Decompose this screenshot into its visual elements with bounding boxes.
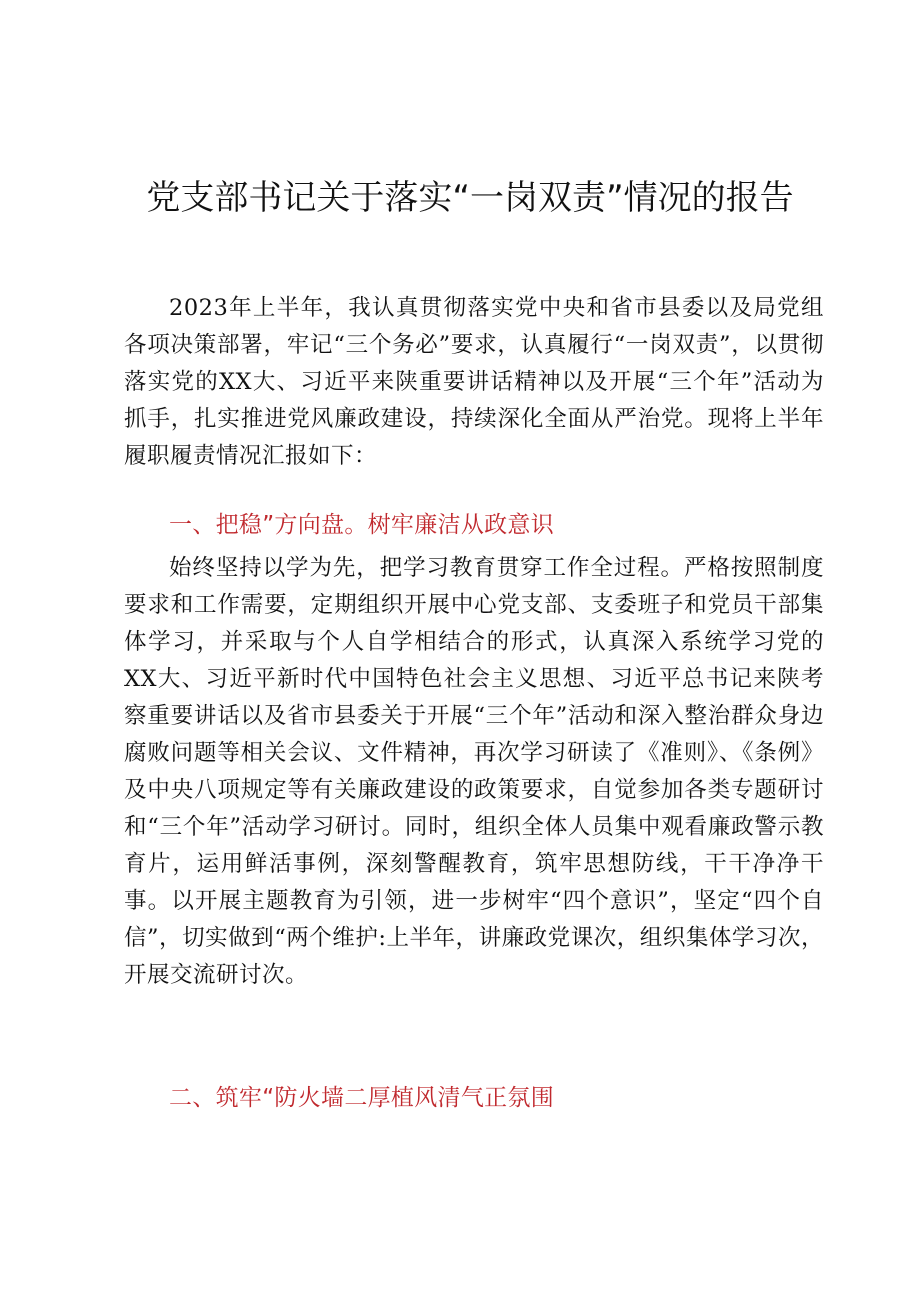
section-2-heading: 二、筑牢“防火墙二厚植风清气正氛围: [169, 1085, 555, 1111]
document-title: 党支部书记关于落实“一岗双责”情况的报告: [146, 178, 794, 218]
section-1-heading: 一、把稳”方向盘。树牢廉洁从政意识: [169, 512, 555, 538]
section-1-paragraph: 始终坚持以学为先，把学习教育贯穿工作全过程。严格按照制度要求和工作需要，定期组织开展中心党支部、支委班子和党员干部集体学习，并采取与个人自学相结合的形式，认真深入系统学习党的XX大、习近平新时代中国特色社会主义思想、习近平总书记来陕考察重要讲话以及省市县委关于开展“三个年”活动和深入整治群众身边腐败问题等相关会议、文件精神，再次学习研读了《准则》、《条例》及中央八项规定等有关廉政建设的政策要求，自觉参加各类专题研讨和“三个年”活动学习研讨。同时，组织全体人员集中观看廉政警示教育片，运用鲜活事例，深刻警醒教育，筑牢思想防线，干干净净干事。以开展主题教育为引领，进一步树牢“四个意识”，坚定“四个自信”，切实做到“两个维护:上半年，讲廉政党课次，组织集体学习次，开展交流研讨次。: [124, 555, 824, 988]
intro-paragraph: 2023年上半年，我认真贯彻落实党中央和省市县委以及局党组各项决策部署，牢记“三个务必”要求，认真履行“一岗双责”，以贯彻落实党的XX大、习近平来陕重要讲话精神以及开展“三个年”活动为抓手，扎实推进党风廉政建设，持续深化全面从严治党。现将上半年履职履责情况汇报如下：: [124, 295, 824, 469]
